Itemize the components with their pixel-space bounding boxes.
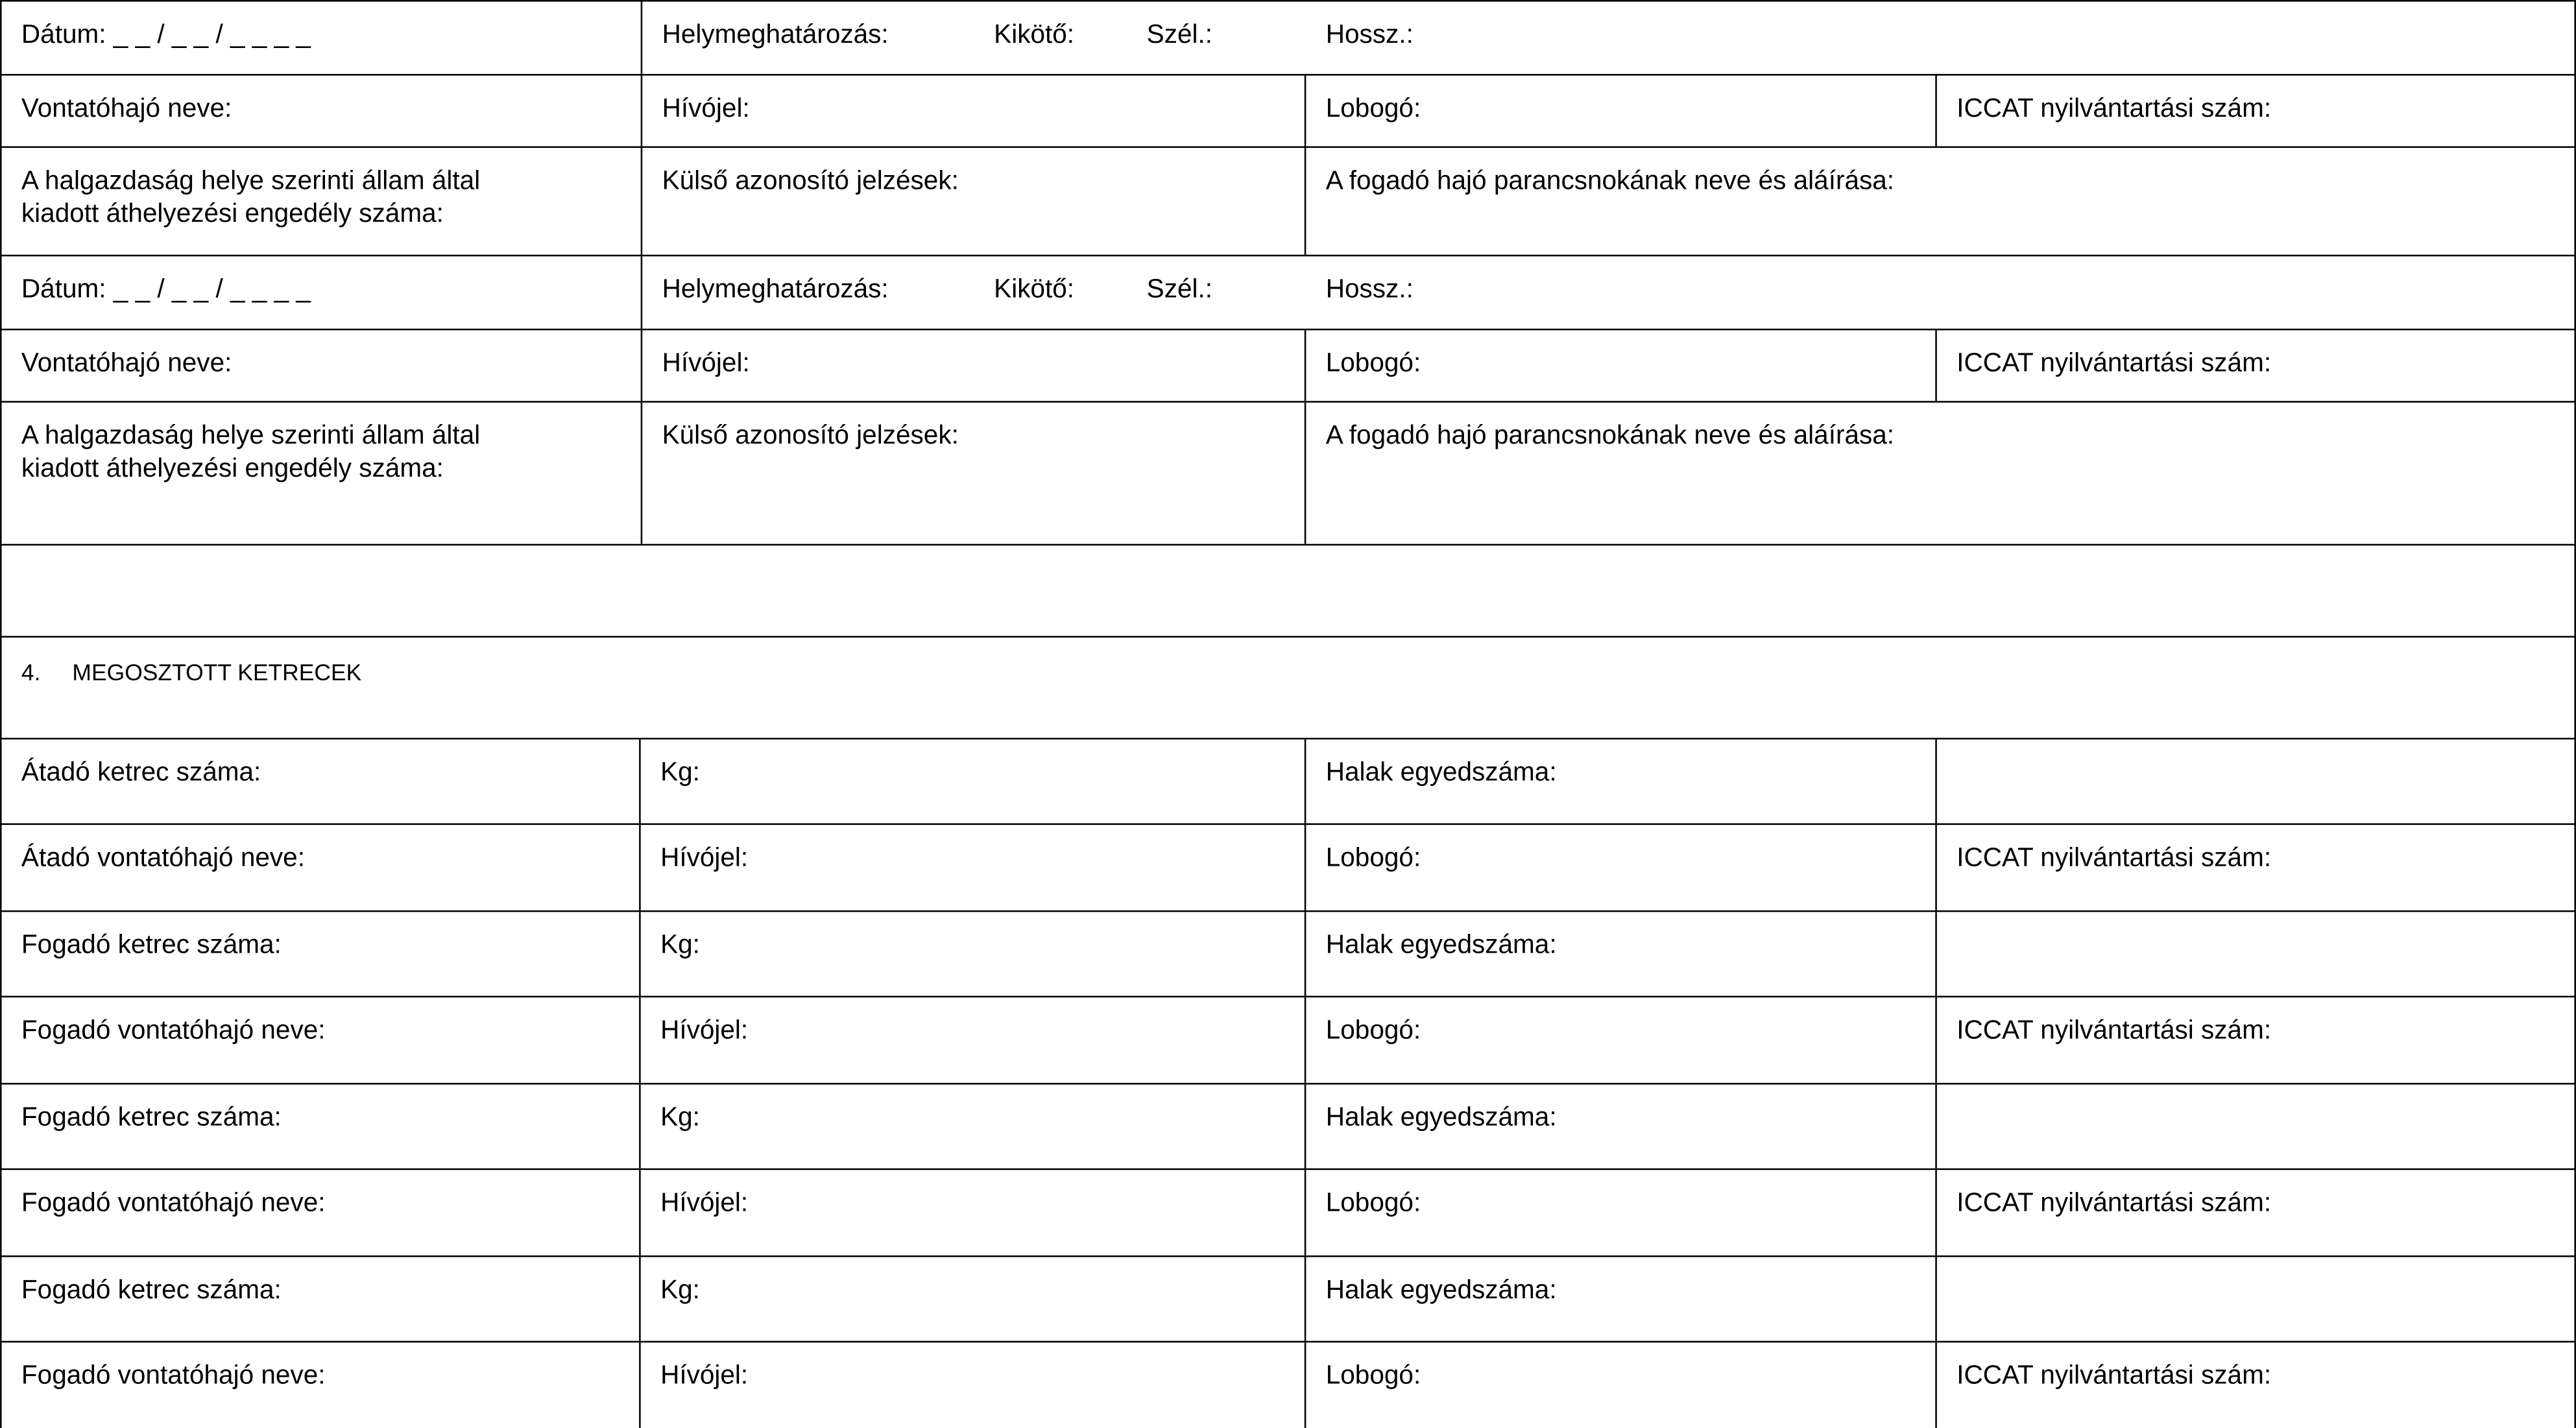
call-sign-field[interactable]: Hívójel: (639, 1170, 1305, 1255)
cage-tug-row (2, 825, 2575, 912)
blank-field[interactable] (1935, 1257, 2574, 1340)
empty-row (2, 545, 2575, 637)
flag-field[interactable]: Lobogó: (1305, 1342, 1935, 1428)
call-sign-field[interactable]: Hívójel: (639, 1342, 1305, 1428)
blank-field[interactable] (1935, 912, 2574, 995)
tug-row (2, 330, 2575, 402)
iccat-field[interactable]: ICCAT nyilvántartási szám: (1935, 997, 2574, 1083)
iccat-field[interactable]: ICCAT nyilvántartási szám: (1935, 1342, 2574, 1428)
location-field[interactable] (641, 256, 2575, 328)
tug-name-field[interactable]: Fogadó vontatóhajó neve: (21, 1189, 326, 1218)
cage-tug-row (2, 1342, 2575, 1428)
date-field[interactable]: Dátum: _ _ / _ _ / _ _ _ _ (21, 21, 311, 50)
permit-label-2: kiadott áthelyezési engedély száma: (21, 455, 444, 483)
call-sign-field[interactable]: Hívójel: (639, 825, 1305, 910)
tug-name-field[interactable]: Vontatóhajó neve: (21, 350, 232, 378)
latitude-label: Szél.: (1146, 21, 1213, 50)
iccat-field[interactable]: ICCAT nyilvántartási szám: (1935, 330, 2574, 401)
kg-field[interactable]: Kg: (639, 739, 1305, 823)
external-marks-field[interactable]: Külső azonosító jelzések: (641, 148, 1305, 255)
cage-number-field[interactable]: Fogadó ketrec száma: (21, 1104, 282, 1132)
iccat-field[interactable]: ICCAT nyilvántartási szám: (1935, 825, 2574, 910)
tug-row (2, 76, 2575, 148)
tug-name-field[interactable]: Fogadó vontatóhajó neve: (21, 1017, 326, 1045)
kg-field[interactable]: Kg: (639, 1257, 1305, 1340)
cage-tug-row (2, 1170, 2575, 1257)
master-signature-field[interactable]: A fogadó hajó parancsnokának neve és aláírása: (1305, 403, 2575, 544)
cage-row (2, 1084, 2575, 1170)
tug-name-field[interactable]: Fogadó vontatóhajó neve: (21, 1362, 326, 1390)
kg-field[interactable]: Kg: (639, 1084, 1305, 1168)
location-field[interactable] (641, 2, 2575, 74)
tug-name-field[interactable]: Vontatóhajó neve: (21, 95, 232, 124)
cage-row (2, 739, 2575, 825)
flag-field[interactable]: Lobogó: (1305, 997, 1935, 1083)
external-marks-field[interactable]: Külső azonosító jelzések: (641, 403, 1305, 544)
port-label: Kikötő: (994, 21, 1075, 50)
fish-count-field[interactable]: Halak egyedszáma: (1305, 1084, 1935, 1168)
longitude-label: Hossz.: (1325, 276, 1414, 304)
cage-number-field[interactable]: Átadó ketrec száma: (21, 759, 261, 787)
location-label: Helymeghatározás: (662, 21, 889, 50)
section-number: 4. (21, 659, 41, 685)
permit-row (2, 403, 2575, 545)
cage-row (2, 1257, 2575, 1342)
permit-label-1: A halgazdaság helye szerinti állam által (21, 422, 481, 451)
section-4-header (2, 637, 2575, 739)
master-signature-field[interactable]: A fogadó hajó parancsnokának neve és aláírása: (1305, 148, 2575, 255)
cage-row (2, 912, 2575, 997)
flag-field[interactable]: Lobogó: (1305, 76, 1935, 147)
cage-tug-row (2, 997, 2575, 1084)
date-location-row (2, 2, 2575, 76)
flag-field[interactable]: Lobogó: (1305, 825, 1935, 910)
date-field[interactable]: Dátum: _ _ / _ _ / _ _ _ _ (21, 276, 311, 304)
location-label: Helymeghatározás: (662, 276, 889, 304)
section-name: MEGOSZTOTT KETRECEK (72, 659, 362, 685)
longitude-label: Hossz.: (1325, 21, 1414, 50)
kg-field[interactable]: Kg: (639, 912, 1305, 995)
flag-field[interactable]: Lobogó: (1305, 1170, 1935, 1255)
permit-label-2: kiadott áthelyezési engedély száma: (21, 200, 444, 229)
permit-number-field[interactable] (2, 148, 641, 255)
call-sign-field[interactable]: Hívójel: (641, 76, 1305, 147)
blank-field[interactable] (1935, 739, 2574, 823)
blank-field[interactable] (1935, 1084, 2574, 1168)
fish-count-field[interactable]: Halak egyedszáma: (1305, 1257, 1935, 1340)
section-title (2, 637, 2575, 738)
permit-row (2, 148, 2575, 256)
tug-name-field[interactable]: Átadó vontatóhajó neve: (21, 844, 305, 873)
flag-field[interactable]: Lobogó: (1305, 330, 1935, 401)
iccat-field[interactable]: ICCAT nyilvántartási szám: (1935, 76, 2574, 147)
cage-number-field[interactable]: Fogadó ketrec száma: (21, 931, 282, 960)
iccat-field[interactable]: ICCAT nyilvántartási szám: (1935, 1170, 2574, 1255)
fish-count-field[interactable]: Halak egyedszáma: (1305, 739, 1935, 823)
call-sign-field[interactable]: Hívójel: (641, 330, 1305, 401)
call-sign-field[interactable]: Hívójel: (639, 997, 1305, 1083)
permit-number-field[interactable] (2, 403, 641, 544)
fish-count-field[interactable]: Halak egyedszáma: (1305, 912, 1935, 995)
permit-label-1: A halgazdaság helye szerinti állam által (21, 167, 481, 196)
port-label: Kikötő: (994, 276, 1075, 304)
latitude-label: Szél.: (1146, 276, 1213, 304)
cage-number-field[interactable]: Fogadó ketrec száma: (21, 1276, 282, 1305)
date-location-row (2, 256, 2575, 330)
